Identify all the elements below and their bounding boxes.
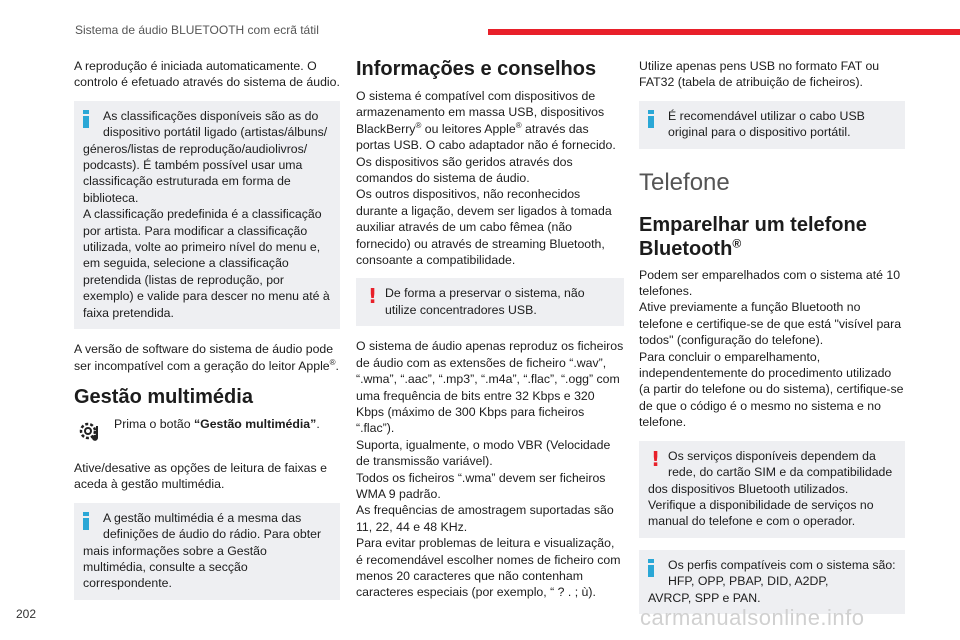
heading-info: Informações e conselhos bbox=[356, 58, 597, 80]
paragraph bbox=[639, 267, 905, 431]
text: Suporta, igualmente, o modo VBR (Velocidade de transmissão variável). bbox=[356, 437, 611, 469]
info-text: Os perfis compatíveis com o sistema são: HFP, OPP, PBAP, DID, A2DP, bbox=[668, 557, 896, 589]
header-title: Sistema de áudio BLUETOOTH com ecrã tátil bbox=[75, 23, 319, 37]
text: Podem ser emparelhados com o sistema até 10 telefones. bbox=[639, 267, 901, 299]
text: através das portas USB. O cabo adaptador não é fornecido. bbox=[356, 121, 616, 153]
section-title-telefone: Telefone bbox=[639, 168, 730, 196]
info-text: As classificações disponíveis são as do dispositivo portátil ligado (artistas/álbuns/ bbox=[103, 108, 328, 140]
text: Todos os ficheiros “.wma” devem ser ficheiros WMA 9 padrão. bbox=[356, 470, 606, 501]
info-icon bbox=[83, 512, 89, 530]
info-text: mais informações sobre a Gestão multimédia, consulte a secção correspondente. bbox=[83, 543, 267, 591]
paragraph bbox=[356, 338, 624, 601]
info-icon bbox=[648, 559, 654, 577]
column-2 bbox=[356, 58, 624, 611]
sup: ® bbox=[415, 120, 422, 130]
text: O sistema de áudio apenas reproduz os ficheiros de áudio com as extensões de ficheiro “.wav”, “.wma”, “.aac”, “.mp3”, “.m4a”, “.flac”, “.ogg” com uma frequência de bits entre 32 Kbps e 320 Kbps (máximo de 300 Kbps para ficheiros “.flac”). bbox=[356, 339, 624, 436]
text: ou leitores Apple bbox=[421, 121, 516, 136]
info-box bbox=[639, 101, 905, 149]
watermark: carmanualsonline.info bbox=[640, 605, 865, 630]
warning-box bbox=[639, 441, 905, 538]
info-icon bbox=[648, 110, 654, 128]
sup: ® bbox=[732, 235, 742, 250]
text: A versão de software do sistema de áudio pode ser incompatível com a geração do leitor Apple bbox=[74, 342, 334, 373]
warning-box bbox=[356, 278, 624, 326]
info-text: A classificação predefinida é a classificação por artista. Para modificar a classificação utilizada, volte ao primeiro nível do menu e, em seguida, selecione a classificação pretendida (listas de reprodução, por exemplo) e valide para descer no menu até à faixa pretendida. bbox=[83, 207, 330, 320]
button-instruction bbox=[74, 416, 340, 450]
text: Emparelhar um telefone Bluetooth bbox=[639, 213, 867, 260]
text: Ative previamente a função Bluetooth no telefone e certifique-se de que está "visível para todos" (configuração do telefone). bbox=[639, 300, 902, 348]
info-text: AVRCP, SPP e PAN. bbox=[648, 590, 761, 605]
text: Os outros dispositivos, não reconhecidos durante a ligação, devem ser ligados à tomada auxiliar através de um cabo fêmea (não fornecido) ou através de streaming Bluetooth, consoante a compatibilidade. bbox=[356, 187, 612, 268]
info-box bbox=[74, 503, 340, 600]
info-text: géneros/listas de reprodução/audiolivros/ podcasts). É também possível usar uma classificação estruturada em forma de biblioteca. bbox=[83, 141, 308, 205]
multimedia-settings-icon bbox=[74, 416, 108, 450]
column-3 bbox=[639, 58, 905, 626]
text: Prima o botão bbox=[114, 416, 194, 431]
header-accent-bar bbox=[488, 29, 960, 35]
paragraph: Ative/desative as opções de leitura de faixas e aceda à gestão multimédia. bbox=[74, 460, 327, 492]
text: . bbox=[316, 416, 320, 431]
paragraph: Utilize apenas pens USB no formato FAT ou FAT32 (tabela de atribuição de ficheiros). bbox=[639, 59, 880, 90]
text: Para concluir o emparelhamento, independentemente do procedimento utilizado (a partir do telefone ou do sistema), certifique-se de que o código é o mesmo no sistema e no telefone. bbox=[639, 349, 904, 430]
text: Os dispositivos são geridos através dos comandos do sistema de áudio. bbox=[356, 154, 573, 186]
sup: ® bbox=[329, 357, 336, 367]
paragraph: A reprodução é iniciada automaticamente. O controlo é efetuado através do sistema de áudio. bbox=[74, 59, 340, 90]
instruction-text bbox=[114, 416, 320, 432]
warning-icon: ! bbox=[368, 284, 378, 309]
info-text: É recomendável utilizar o cabo USB original para o dispositivo portátil. bbox=[668, 108, 865, 140]
page-number: 202 bbox=[16, 607, 37, 621]
column-1 bbox=[74, 58, 340, 612]
warning-text: De forma a preservar o sistema, não utilize concentradores USB. bbox=[385, 286, 585, 317]
info-box bbox=[74, 101, 340, 329]
warning-icon: ! bbox=[651, 446, 661, 471]
paragraph bbox=[356, 88, 624, 268]
heading-multimedia: Gestão multimédia bbox=[74, 385, 253, 408]
text: As frequências de amostragem suportadas são 11, 22, 44 e 48 KHz. bbox=[356, 503, 614, 534]
sup: ® bbox=[515, 120, 522, 130]
button-name: “Gestão multimédia” bbox=[193, 416, 317, 431]
heading-pair-phone bbox=[639, 213, 905, 261]
text: Para evitar problemas de leitura e visualização, é recomendável escolher nomes de ficheiro com menos 20 caracteres que não contenham caracteres especiais (por exemplo, “ ? . ; ù). bbox=[356, 536, 621, 600]
paragraph bbox=[74, 341, 340, 374]
warning-text: dos dispositivos Bluetooth utilizados. bbox=[648, 481, 849, 496]
info-icon bbox=[83, 110, 89, 128]
info-text: A gestão multimédia é a mesma das definições de áudio do rádio. Para obter bbox=[103, 510, 322, 542]
warning-text: Os serviços disponíveis dependem da rede, do cartão SIM e da compatibilidade bbox=[668, 448, 893, 480]
text: . bbox=[335, 358, 339, 373]
text: O sistema é compatível com dispositivos de armazenamento em massa USB, dispositivos BlackBerry bbox=[356, 89, 605, 136]
warning-text: Verifique a disponibilidade de serviços no manual do telefone e com o operador. bbox=[648, 497, 874, 529]
